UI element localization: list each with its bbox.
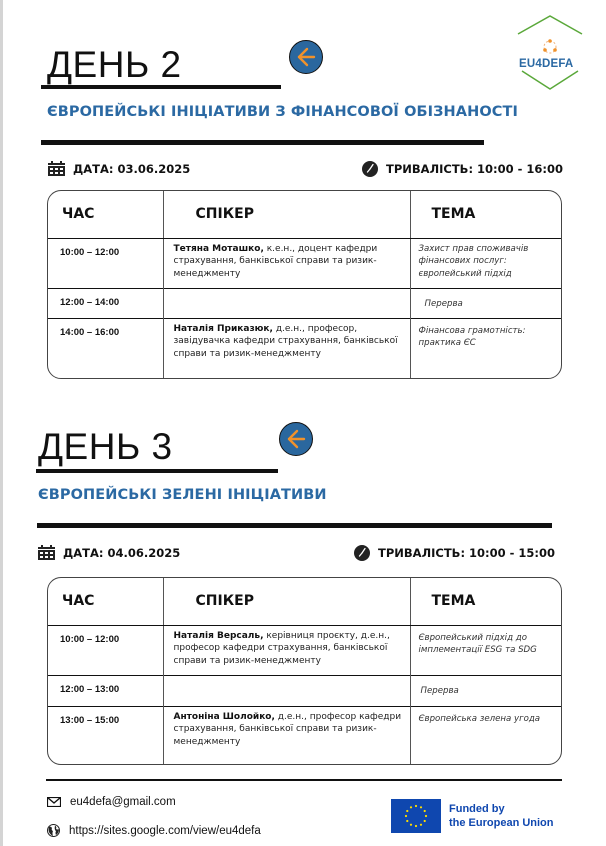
- speaker-name: Наталія Версаль,: [173, 630, 264, 641]
- day-3-title: ДЕНЬ 3: [38, 426, 173, 467]
- speaker-name: Наталія Приказюк,: [173, 323, 273, 334]
- row-time: 12:00 – 14:00: [48, 288, 163, 318]
- row-topic: Перерва: [410, 675, 561, 706]
- day-2-schedule-table: [47, 190, 562, 379]
- footer-divider: [46, 779, 562, 781]
- day-3-section-divider: [37, 523, 552, 528]
- column-header-topic: ТЕМА: [410, 578, 561, 625]
- envelope-icon: [47, 797, 61, 807]
- day-3-date-label: ДАТА: 04.06.2025: [63, 545, 181, 560]
- table-row: [48, 625, 561, 675]
- day-2-date-label: ДАТА: 03.06.2025: [73, 161, 191, 176]
- row-time: 10:00 – 12:00: [60, 246, 120, 258]
- speaker-details: керівниця проєкту, д.е.н., професор кафедри страхування, банківської справи та ризик-менеджменту: [173, 630, 390, 666]
- arrow-left-icon: [294, 45, 318, 69]
- row-speaker: [163, 675, 410, 706]
- day-2-section-divider: [41, 140, 484, 145]
- page-edge: [0, 0, 3, 846]
- row-topic: Перерва: [410, 288, 561, 318]
- logo-text: EU4DEFA: [519, 58, 574, 70]
- day-2-duration: [362, 161, 563, 177]
- row-topic: Фінансова грамотність: практика ЄС: [410, 318, 561, 378]
- row-time: 12:00 – 13:00: [48, 675, 163, 706]
- row-time: 14:00 – 16:00: [48, 318, 163, 378]
- email-link[interactable]: eu4defa@gmail.com: [70, 796, 176, 808]
- clock-icon: [362, 161, 378, 177]
- day-3-back-button[interactable]: [279, 422, 313, 456]
- calendar-icon: [38, 545, 55, 560]
- day-2-title-underline: [41, 85, 281, 89]
- funding-text: [449, 802, 554, 830]
- row-speaker: [163, 625, 410, 675]
- day-2-back-button[interactable]: [289, 40, 323, 74]
- footer-email[interactable]: [47, 796, 176, 808]
- globe-icon: [47, 824, 60, 837]
- speaker-details: к.е.н., доцент кафедри страхування, банківської справи та ризик-менеджменту: [173, 243, 378, 279]
- eu-funding-badge: [391, 799, 554, 833]
- day-3-title-underline: [36, 469, 278, 473]
- row-speaker: [163, 238, 410, 288]
- row-speaker: [163, 318, 410, 378]
- speaker-name: Тетяна Моташко,: [173, 243, 264, 254]
- row-topic: Захист прав споживачів фінансових послуг: європейський підхід: [410, 238, 561, 288]
- day-3-schedule-table: [47, 577, 562, 765]
- row-time: 10:00 – 12:00: [60, 633, 120, 645]
- footer-website[interactable]: [47, 824, 261, 837]
- eu4defa-logo: [512, 14, 588, 90]
- day-3-duration: [354, 545, 555, 561]
- table-row: [48, 675, 561, 706]
- row-topic: Європейська зелена угода: [410, 706, 561, 764]
- speaker-details: д.е.н., професор кафедри страхування, банківської справи та ризик-менеджменту: [173, 711, 402, 747]
- arrow-left-icon: [284, 427, 308, 451]
- column-header-time: ЧАС: [48, 191, 163, 238]
- clock-icon: [354, 545, 370, 561]
- website-link[interactable]: https://sites.google.com/view/eu4defa: [69, 824, 261, 837]
- speaker-details: д.е.н., професор, завідувачка кафедри страхування, банківської справи та ризик-менеджменту: [173, 323, 398, 359]
- eu-flag-icon: [391, 799, 441, 833]
- day-2-date: [48, 161, 190, 176]
- row-time: 13:00 – 15:00: [48, 706, 163, 764]
- day-3-duration-label: ТРИВАЛІСТЬ: 10:00 - 15:00: [378, 546, 556, 560]
- day-2-subtitle: ЄВРОПЕЙСЬКІ ІНІЦІАТИВИ З ФІНАНСОВОЇ ОБІЗНАНОСТІ: [47, 104, 518, 120]
- funding-line-1: Funded by: [449, 803, 505, 815]
- column-header-speaker: СПІКЕР: [163, 578, 410, 625]
- row-speaker: [163, 706, 410, 764]
- column-header-time: ЧАС: [48, 578, 163, 625]
- column-header-topic: ТЕМА: [410, 191, 561, 238]
- table-row: [48, 238, 561, 288]
- row-topic: Європейський підхід до імплементації ESG та SDG: [410, 625, 561, 675]
- speaker-name: Антоніна Шолойко,: [173, 711, 275, 722]
- logo-frame-icon: [512, 14, 588, 90]
- table-row: [48, 318, 561, 378]
- day-3-date: [38, 545, 180, 560]
- day-2-duration-label: ТРИВАЛІСТЬ: 10:00 - 16:00: [386, 162, 564, 176]
- day-2-title: ДЕНЬ 2: [47, 44, 182, 85]
- table-row: [48, 288, 561, 318]
- row-speaker: [163, 288, 410, 318]
- calendar-icon: [48, 161, 65, 176]
- day-3-subtitle: ЄВРОПЕЙСЬКІ ЗЕЛЕНІ ІНІЦІАТИВИ: [38, 487, 327, 503]
- table-row: [48, 706, 561, 764]
- funding-line-2: the European Union: [449, 817, 554, 829]
- column-header-speaker: СПІКЕР: [163, 191, 410, 238]
